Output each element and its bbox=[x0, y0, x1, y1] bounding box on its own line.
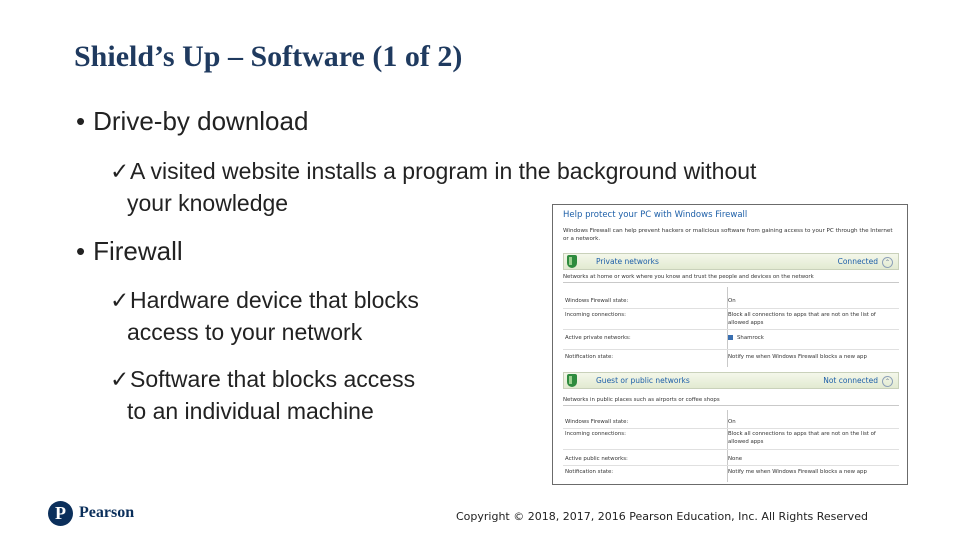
sub-point-software bbox=[110, 363, 415, 427]
row-value: None bbox=[728, 456, 743, 462]
row-value: On bbox=[728, 419, 736, 425]
row-divider bbox=[563, 428, 899, 429]
private-networks-status: Connected bbox=[837, 257, 878, 266]
copyright-notice: Copyright © 2018, 2017, 2016 Pearson Education, Inc. All Rights Reserved bbox=[456, 510, 868, 523]
pearson-logo-text: Pearson bbox=[79, 504, 135, 521]
row-label: Notification state: bbox=[565, 354, 614, 360]
sub-point-hardware bbox=[110, 284, 419, 348]
pearson-logo-icon: P bbox=[48, 501, 73, 526]
slide-title: Shield’s Up – Software (1 of 2) bbox=[74, 40, 463, 73]
check-icon: ✓ bbox=[110, 366, 130, 392]
row-label: Incoming connections: bbox=[565, 431, 626, 437]
private-networks-header[interactable] bbox=[563, 253, 899, 270]
sub-point-line2: access to your network bbox=[127, 319, 363, 345]
row-divider bbox=[563, 349, 899, 350]
bullet-dot: • bbox=[76, 106, 86, 136]
bullet-firewall bbox=[76, 236, 183, 267]
sub-point-line1: Hardware device that blocks bbox=[130, 287, 419, 313]
row-value: Block all connections to apps that are not on the list of allowed apps bbox=[728, 431, 876, 445]
row-divider bbox=[563, 308, 899, 309]
row-label: Notification state: bbox=[565, 469, 614, 475]
bullet-text: Firewall bbox=[93, 236, 183, 266]
pearson-logo bbox=[48, 501, 158, 527]
public-networks-status: Not connected bbox=[823, 376, 878, 385]
row-value: Notify me when Windows Firewall blocks a new app bbox=[728, 469, 867, 475]
bullet-dot: • bbox=[76, 236, 86, 266]
row-value: Block all connections to apps that are not on the list of allowed apps bbox=[728, 312, 876, 326]
chevron-up-icon[interactable]: ⌃ bbox=[882, 376, 893, 387]
row-value: On bbox=[728, 298, 736, 304]
check-icon: ✓ bbox=[110, 287, 130, 313]
row-label: Windows Firewall state: bbox=[565, 298, 629, 304]
chevron-up-icon[interactable]: ⌃ bbox=[882, 257, 893, 268]
private-networks-label: Private networks bbox=[596, 257, 659, 266]
shield-icon bbox=[567, 255, 577, 268]
row-label: Active private networks: bbox=[565, 335, 631, 341]
row-label: Incoming connections: bbox=[565, 312, 626, 318]
sub-point-line1: Software that blocks access bbox=[130, 366, 416, 392]
firewall-heading: Help protect your PC with Windows Firewall bbox=[563, 210, 748, 220]
firewall-intro: Windows Firewall can help prevent hackers or malicious software from gaining access to your PC through the Internet or a network. bbox=[563, 228, 893, 242]
sub-point-line2: your knowledge bbox=[127, 190, 289, 216]
shield-icon bbox=[567, 374, 577, 387]
row-value: Notify me when Windows Firewall blocks a new app bbox=[728, 354, 867, 360]
public-networks-description: Networks in public places such as airports or coffee shops bbox=[563, 397, 899, 406]
bullet-text: Drive-by download bbox=[93, 106, 309, 136]
row-label: Active public networks: bbox=[565, 456, 628, 462]
row-divider bbox=[563, 449, 899, 450]
sub-point-line2: to an individual machine bbox=[127, 398, 374, 424]
bullet-drive-by-download bbox=[76, 106, 308, 137]
network-icon bbox=[728, 335, 733, 340]
sub-point-line1: A visited website installs a program in the background without bbox=[130, 158, 757, 184]
active-network-name: Shamrock bbox=[737, 335, 764, 341]
private-networks-description: Networks at home or work where you know and trust the people and devices on the network bbox=[563, 274, 899, 283]
check-icon: ✓ bbox=[110, 158, 130, 184]
row-value bbox=[728, 335, 898, 343]
public-networks-label: Guest or public networks bbox=[596, 376, 690, 385]
row-label: Windows Firewall state: bbox=[565, 419, 629, 425]
row-divider bbox=[563, 329, 899, 330]
row-divider bbox=[563, 465, 899, 466]
public-networks-header[interactable] bbox=[563, 372, 899, 389]
firewall-screenshot bbox=[552, 204, 908, 485]
